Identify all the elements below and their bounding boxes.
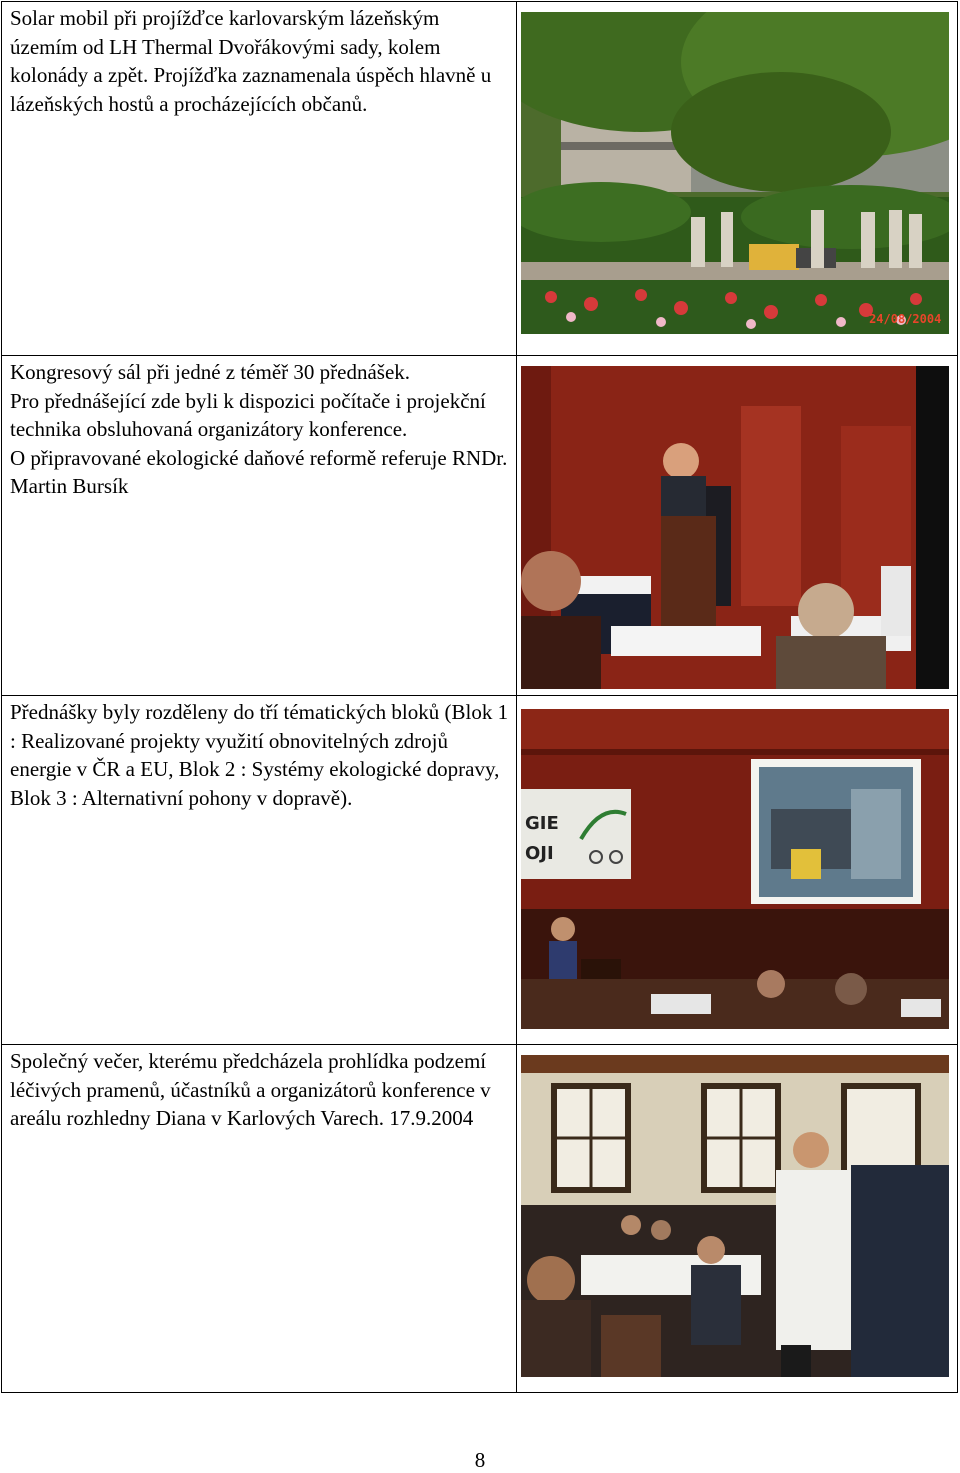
projection-screen-photo bbox=[521, 709, 949, 1029]
speaker-podium-image bbox=[521, 366, 949, 689]
projection-screen-image bbox=[521, 709, 949, 1029]
document-table bbox=[1, 1, 958, 1393]
row-text: Přednášky byly rozděleny do tří tématických bloků (Blok 1 : Realizované projekty využití obnovitelných zdrojů energie v ČR a EU, Blok 2 : Systémy ekologické dopravy, Blok 3 : Alternativní pohony v dopravě). bbox=[10, 700, 509, 810]
row-text: Společný večer, kterému předcházela prohlídka podzemí léčivých pramenů, účastníků a organizátorů konference v areálu rozhledny Diana v Karlových Varech. 17.9.2004 bbox=[10, 1049, 491, 1130]
park-promenade-image bbox=[521, 12, 949, 334]
evening-dinner-image bbox=[521, 1055, 949, 1377]
row-text: Solar mobil při projížďce karlovarským lázeňským územím od LH Thermal Dvořákovými sady, kolem kolonády a zpět. Projížďka zaznamenala úspěch hlavně u lázeňských hostů a procházejících občanů. bbox=[10, 6, 492, 116]
svg-text:OJI: OJI bbox=[525, 843, 555, 864]
evening-dinner-photo bbox=[521, 1055, 949, 1377]
park-promenade-photo bbox=[521, 12, 949, 334]
svg-text:GIE: GIE bbox=[525, 813, 560, 834]
row-text-cell bbox=[2, 2, 517, 356]
table-row bbox=[2, 1045, 958, 1393]
row-text-cell bbox=[2, 696, 517, 1045]
speaker-podium-photo bbox=[521, 366, 949, 689]
table-row bbox=[2, 696, 958, 1045]
table-row bbox=[2, 356, 958, 696]
table-row bbox=[2, 2, 958, 356]
row-image-cell bbox=[517, 2, 958, 356]
row-image-cell bbox=[517, 696, 958, 1045]
page-number: 8 bbox=[474, 1448, 486, 1472]
date-stamp: 24/08/2004 bbox=[869, 312, 942, 326]
row-text-cell bbox=[2, 1045, 517, 1393]
row-image-cell bbox=[517, 1045, 958, 1393]
row-text-cell bbox=[2, 356, 517, 696]
row-image-cell bbox=[517, 356, 958, 696]
row-text: Kongresový sál při jedné z téměř 30 přednášek. Pro přednášející zde byli k dispozici počítače i projekční technika obsluhovaná organizátory konference. O připravované ekologické daňové reformě referuje RNDr. Martin Bursík bbox=[10, 360, 508, 498]
